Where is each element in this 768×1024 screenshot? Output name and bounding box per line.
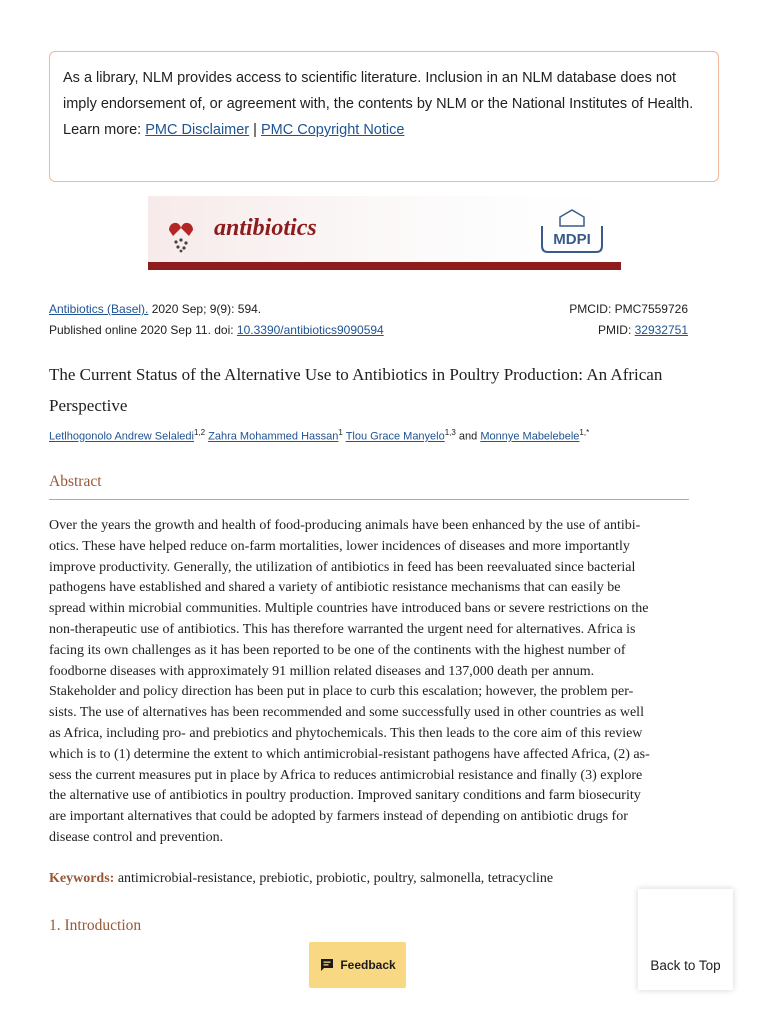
disclaimer-text: As a library, NLM provides access to scientific literature. Inclusion in an NLM database does not imply endorsement of, or agreement with, the contents by NLM or the National Institutes of Health. (63, 70, 694, 112)
pmcid: PMCID: PMC7559726 (569, 302, 688, 316)
abstract-line: sess the current measures put in place by Africa to reduces antimicrobial resistance and finally (3) explore (49, 767, 643, 783)
article-title: The Current Status of the Alternative Use to Antibiotics in Poultry Production: An African Perspective (49, 365, 663, 415)
journal-link[interactable]: Antibiotics (Basel). (49, 302, 149, 316)
back-to-top-label: Back to Top (650, 958, 721, 973)
and-text: and (458, 430, 478, 443)
author-link[interactable]: Monnye Mabelebele (480, 430, 580, 443)
identifiers (569, 299, 688, 341)
abstract-line: foodborne diseases with approximately 91 million related diseases and 137,000 death per annum. (49, 663, 595, 679)
keywords-label: Keywords: (49, 871, 115, 886)
keywords-list: antimicrobial-resistance, prebiotic, probiotic, poultry, salmonella, tetracycline (114, 871, 554, 886)
feedback-icon (319, 957, 335, 973)
abstract-line: non-therapeutic use of antibiotics. This has therefore warranted the urgent need for alternatives. Africa is (49, 621, 636, 637)
learn-more-label: Learn more: (63, 122, 142, 138)
abstract-line: Stakeholder and policy direction has been put in place to curb this escalation; however, the problem per- (49, 684, 634, 700)
author-link[interactable]: Zahra Mohammed Hassan (208, 430, 339, 443)
link-separator: | (253, 122, 257, 138)
abstract-line: improve productivity. Generally, the utilization of antibiotics in feed has been reevaluated since bacterial (49, 559, 636, 575)
author-link[interactable]: Letlhogonolo Andrew Selaledi (49, 430, 194, 443)
author-affiliation: 1,2 (193, 428, 206, 437)
publisher-name: MDPI (553, 231, 591, 248)
abstract-line: spread within microbial communities. Multiple countries have introduced bans or severe restrictions on the (49, 601, 649, 617)
citation-issue: 2020 Sep; 9(9): 594. (148, 302, 262, 316)
disclaimer-notice (49, 51, 719, 182)
abstract-divider (49, 499, 689, 500)
banner-bar (148, 262, 621, 270)
keywords (49, 871, 553, 887)
feedback-label: Feedback (340, 958, 396, 972)
journal-name: antibiotics (214, 215, 317, 241)
introduction-heading: 1. Introduction (49, 917, 142, 934)
abstract-line: otics. These have helped reduce on-farm mortalities, lower incidences of diseases and more importantly (49, 538, 630, 554)
feedback-button[interactable] (309, 942, 406, 988)
pill-logo-icon (166, 216, 196, 254)
abstract-line: facing its own challenges as it has been reported to be one of the continents with the highest number of (49, 642, 626, 658)
pmid-link[interactable]: 32932751 (634, 323, 688, 337)
author-list (49, 428, 589, 443)
abstract-line: disease control and prevention. (49, 829, 224, 845)
abstract-text (49, 516, 689, 849)
pmc-disclaimer-link[interactable]: PMC Disclaimer (145, 122, 250, 138)
back-to-top-button[interactable] (638, 889, 733, 990)
abstract-line: sists. The use of alternatives has been recommended and some successfully used in other countries as well (49, 705, 644, 721)
abstract-line: the alternative use of antibiotics in poultry production. Improved sanitary conditions and farm biosecurity (49, 788, 641, 804)
doi-link[interactable]: 10.3390/antibiotics9090594 (236, 323, 384, 337)
author-link[interactable]: Tlou Grace Manyelo (345, 430, 445, 443)
abstract-line: as Africa, including pro- and prebiotics and phytochemicals. This then leads to the core aim of this review (49, 725, 643, 741)
author-affiliation: 1 (338, 428, 343, 437)
pmid-label: PMID: (597, 323, 635, 337)
abstract-line: Over the years the growth and health of food-producing animals have been enhanced by the use of antibi- (49, 518, 641, 533)
pmc-copyright-link[interactable]: PMC Copyright Notice (260, 122, 405, 138)
author-affiliation: 1,3 (444, 428, 456, 437)
mdpi-logo-icon (538, 208, 606, 254)
abstract-line: which is to (1) determine the extent to which antimicrobial-resistant pathogens have affected Africa, (2) as- (49, 746, 650, 762)
author-affiliation: 1,* (579, 428, 590, 437)
journal-banner[interactable] (148, 196, 621, 270)
abstract-heading: Abstract (49, 473, 102, 490)
abstract-line: pathogens have established and shared a variety of antibiotic resistance mechanisms that can easily be (49, 580, 621, 596)
abstract-line: are important alternatives that could be adopted by farmers instead of depending on antibiotic drugs for (49, 809, 628, 825)
published-label: Published online 2020 Sep 11. doi: (49, 323, 237, 337)
citation-info (49, 299, 384, 341)
